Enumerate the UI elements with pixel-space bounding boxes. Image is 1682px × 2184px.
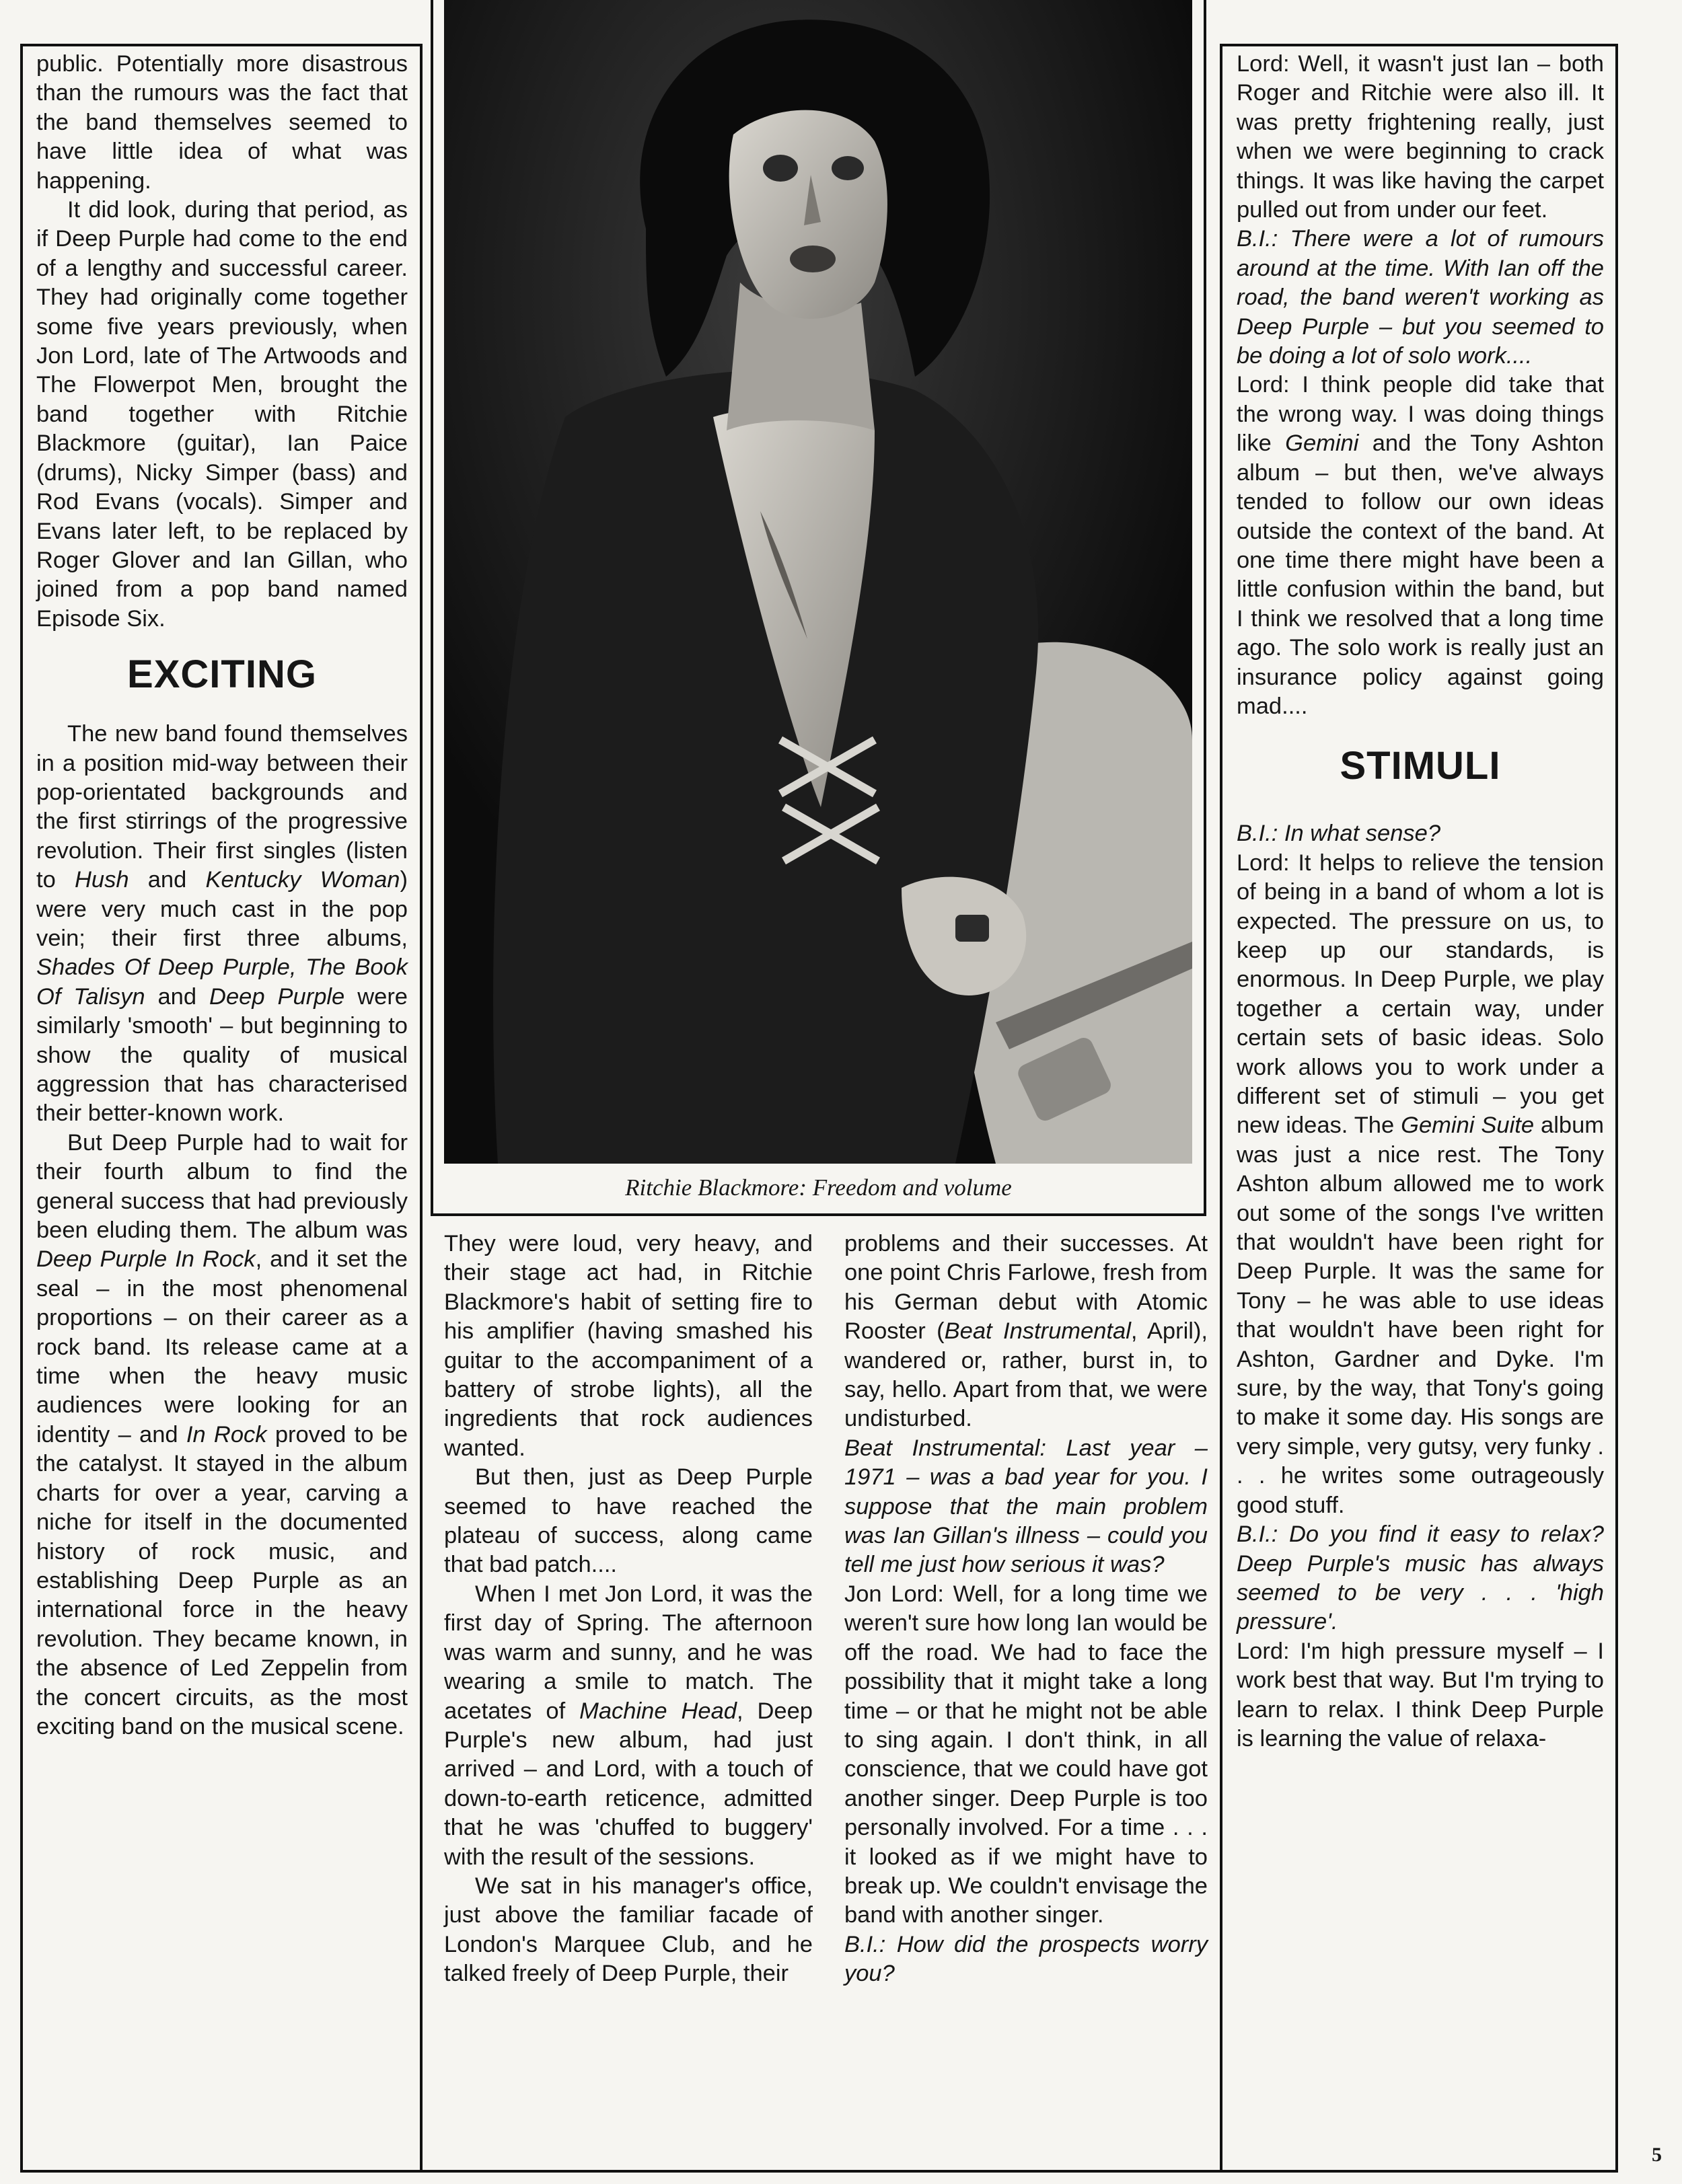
column-3	[844, 1230, 1208, 1989]
ritchie-blackmore-photo	[444, 0, 1192, 1164]
col2-paragraph-1: They were loud, very heavy, and their stage act had, in Ritchie Blackmore's habit of setting fire to his amplifier (having smashed his guitar to the accompaniment of a battery of strobe lights), all the ingredients that rock audiences wanted.	[444, 1231, 813, 1461]
column-2	[444, 1230, 813, 1989]
photo-caption: Ritchie Blackmore: Freedom and volume	[625, 1174, 1012, 1201]
col4-answer-4: Lord: I'm high pressure myself – I work best that way. But I'm trying to learn to relax. I think Deep Purple is learning the value of relaxa-	[1237, 1638, 1604, 1752]
col4-question-1: B.I.: There were a lot of rumours around at the time. With Ian off the road, the band weren't working as Deep Purple – but you seemed to be doing a lot of solo work....	[1237, 226, 1604, 369]
col3-answer-1: Jon Lord: Well, for a long time we weren't sure how long Ian would be off the road. We had to face the possibility that it might take a long time – or that he might not be able to sing again. I don't think, in all conscience, that we could have got another singer. Deep Purple is too personally involved. For a time . . . it looked as if we might have to break up. We couldn't envisage the band with another singer.	[844, 1581, 1208, 1928]
col1-paragraph-3: The new band found themselves in a position mid-way between their pop-orientated backgrounds and the first stirrings of the progressive revolution. Their first singles (listen to Hush and Kentucky Woman) were very much cast in the pop vein; their first three albums, Shades Of Deep Purple, The Book Of Talisyn and Deep Purple were similarly 'smooth' – but beginning to show the quality of musical aggression that has characterised their better-known work.	[36, 721, 408, 1127]
col4-answer-3: Lord: It helps to relieve the tension of being in a band of whom a lot is expected. The pressure on us, to keep up our standards, is enormous. In Deep Purple, we play together a certain way, under certain sets of basic ideas. Solo work allows you to work under a different set of stimuli – you get new ideas. The Gemini Suite album was just a nice rest. The Tony Ashton album allowed me to work out some of the songs I've written that wouldn't have been right for Deep Purple. It was the same for Tony – he was able to use ideas that wouldn't have been right for Ashton, Gardner and Dyke. I'm sure, by the way, that Tony's going to make it some day. His songs are very simple, very gutsy, very funky . . . he writes some outrageously good stuff.	[1237, 850, 1604, 1518]
col1-paragraph-2: It did look, during that period, as if Deep Purple had come to the end of a lengthy and successful career. They had originally come together some five years previously, when Jon Lord, late of The Artwoods and The Flowerpot Men, brought the band together with Ritchie Blackmore (guitar), Ian Paice (drums), Nicky Simper (bass) and Rod Evans (vocals). Simper and Evans later left, to be replaced by Roger Glover and Ian Gillan, who joined from a pop band named Episode Six.	[36, 197, 408, 632]
col3-question-1: Beat Instrumental: Last year – 1971 – was a bad year for you. I suppose that the main problem was Ian Gillan's illness – could you tell me just how serious it was?	[844, 1435, 1208, 1578]
column-1	[36, 50, 408, 1741]
col3-paragraph-1: problems and their successes. At one point Chris Farlowe, fresh from his German debut with Atomic Rooster (Beat Instrumental, April), wandered or, rather, burst in, to say, hello. Apart from that, we were undisturbed.	[844, 1231, 1208, 1432]
column-4	[1237, 50, 1604, 1754]
photo-illustration	[444, 0, 1192, 1164]
heading-stimuli: STIMULI	[1340, 744, 1501, 788]
col4-answer-1: Lord: Well, it wasn't just Ian – both Roger and Ritchie were also ill. It was pretty frightening really, just when we were beginning to crack things. It was like having the carpet pulled out from under our feet.	[1237, 51, 1604, 223]
col1-paragraph-1: public. Potentially more disastrous than the rumours was the fact that the band themselves seemed to have little idea of what was happening.	[36, 51, 408, 194]
col4-question-3: B.I.: Do you find it easy to relax? Deep Purple's music has always seemed to be very . . . 'high pressure'.	[1237, 1521, 1604, 1635]
col3-question-2: B.I.: How did the prospects worry you?	[844, 1931, 1208, 1987]
col2-paragraph-2: But then, just as Deep Purple seemed to have reached the plateau of success, along came that bad patch....	[444, 1464, 813, 1578]
col1-paragraph-4: But Deep Purple had to wait for their fourth album to find the general success that had previously been eluding them. The album was Deep Purple In Rock, and it set the seal – in the most phenomenal proportions – on their career as a rock band. Its release came at a time when the heavy music audiences were looking for an identity – and In Rock proved to be the catalyst. It stayed in the album charts for over a year, carving a niche for itself in the documented history of rock music, and establishing Deep Purple as an international force in the heavy revolution. They became known, in the absence of Led Zeppelin from the concert circuits, as the most exciting band on the musical scene.	[36, 1129, 408, 1739]
col2-paragraph-4: We sat in his manager's office, just above the familiar facade of London's Marquee Club, and he talked freely of Deep Purple, their	[444, 1873, 813, 1987]
bottom-rule	[423, 2170, 1220, 2173]
col4-question-2: B.I.: In what sense?	[1237, 821, 1441, 847]
page-number: 5	[1652, 2144, 1662, 2166]
col2-paragraph-3: When I met Jon Lord, it was the first day of Spring. The afternoon was warm and sunny, and he was wearing a smile to match. The acetates of Machine Head, Deep Purple's new album, had just arrived – and Lord, with a touch of down-to-earth reticence, admitted that he was 'chuffed to buggery' with the result of the sessions.	[444, 1581, 813, 1870]
heading-exciting: EXCITING	[127, 652, 317, 697]
col4-answer-2: Lord: I think people did take that the wrong way. I was doing things like Gemini and the Tony Ashton album – but then, we've always tended to follow our own ideas outside the context of the band. At one time there might have been a little confusion within the band, but I think we resolved that a long time ago. The solo work is really just an insurance policy against going mad....	[1237, 372, 1604, 719]
